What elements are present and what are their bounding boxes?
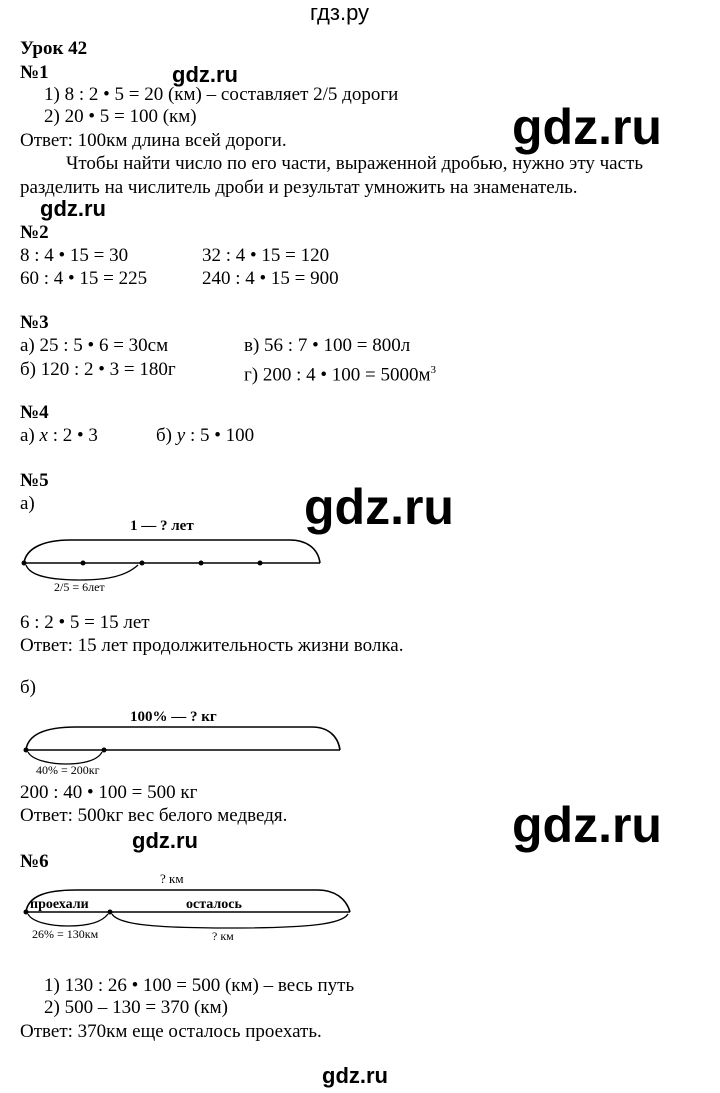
- watermark-large-1: gdz.ru: [512, 99, 662, 155]
- task3-heading: №3: [20, 312, 49, 333]
- task4-expr-a: а) x : 2 • 3: [20, 425, 98, 446]
- watermark-large-3: gdz.ru: [512, 797, 662, 853]
- task1-line1: 1) 8 : 2 • 5 = 20 (км) – составляет 2/5 дороги: [44, 84, 399, 105]
- task4-expr-b: б) y : 5 • 100: [156, 425, 255, 446]
- task2-expr-b: 32 : 4 • 15 = 120: [202, 245, 330, 266]
- task2-heading: №2: [20, 222, 49, 243]
- diagram6-left-label: проехали: [30, 897, 89, 912]
- task1-rule-line1: Чтобы найти число по его части, выраженной дробью, нужно эту часть: [66, 153, 644, 174]
- task3-expr-a: а) 25 : 5 • 6 = 30см: [20, 335, 169, 356]
- task5-a-answer: Ответ: 15 лет продолжительность жизни волка.: [20, 635, 404, 656]
- diagram6-right-label: осталось: [186, 897, 242, 912]
- task1-heading: №1: [20, 62, 49, 83]
- task3-expr-v: в) 56 : 7 • 100 = 800л: [244, 335, 411, 356]
- watermark-small-bottom: gdz.ru: [322, 1063, 388, 1088]
- diagram6-tick: [24, 910, 29, 915]
- task2-expr-c: 60 : 4 • 15 = 225: [20, 268, 148, 289]
- task1-line2: 2) 20 • 5 = 100 (км): [44, 106, 197, 127]
- diagram6-total-label: ? км: [160, 871, 184, 886]
- task1-answer: Ответ: 100км длина всей дороги.: [20, 130, 287, 151]
- task5-b-calc: 200 : 40 • 100 = 500 кг: [20, 782, 198, 803]
- task6-line1: 1) 130 : 26 • 100 = 500 (км) – весь путь: [44, 975, 355, 996]
- task5-part-b-label: б): [20, 677, 36, 698]
- task2-expr-d: 240 : 4 • 15 = 900: [202, 268, 339, 289]
- diagram-b-part-label: 40% = 200кг: [36, 763, 100, 777]
- diagram-a-part-label: 2/5 = 6лет: [54, 580, 105, 594]
- site-watermark-top: гдз.ру: [310, 0, 370, 25]
- diagram6-tick: [108, 910, 113, 915]
- task3-expr-b: б) 120 : 2 • 3 = 180г: [20, 359, 176, 380]
- watermark-small-1: gdz.ru: [172, 62, 238, 87]
- task6-line2: 2) 500 – 130 = 370 (км): [44, 997, 228, 1018]
- watermark-small-3: gdz.ru: [132, 828, 198, 853]
- task5-a-calc: 6 : 2 • 5 = 15 лет: [20, 612, 150, 633]
- task5-heading: №5: [20, 470, 49, 491]
- watermark-large-2: gdz.ru: [304, 479, 454, 535]
- task6-heading: №6: [20, 851, 49, 872]
- task3-expr-g: г) 200 : 4 • $100 = 5000м^3$: [244, 364, 437, 386]
- task4-heading: №4: [20, 402, 49, 423]
- task2-expr-a: 8 : 4 • 15 = 30: [20, 245, 129, 266]
- lesson-title: Урок 42: [20, 38, 88, 59]
- task6-answer: Ответ: 370км еще осталось проехать.: [20, 1021, 322, 1042]
- diagram6-left-brace: [28, 914, 108, 926]
- diagram-a-top-label: 1 — ? лет: [130, 518, 194, 534]
- watermark-small-2: gdz.ru: [40, 196, 106, 221]
- task1-rule-line2: разделить на числитель дроби и результат умножить на знаменатель.: [20, 177, 578, 198]
- diagram6-right-brace: [112, 914, 348, 928]
- task5-b-answer: Ответ: 500кг вес белого медведя.: [20, 805, 288, 826]
- diagram6-left-value: 26% = 130км: [32, 927, 99, 941]
- task5-part-a-label: а): [20, 493, 35, 514]
- diagram-b-top-label: 100% — ? кг: [130, 709, 217, 725]
- diagram6-right-value: ? км: [212, 929, 234, 943]
